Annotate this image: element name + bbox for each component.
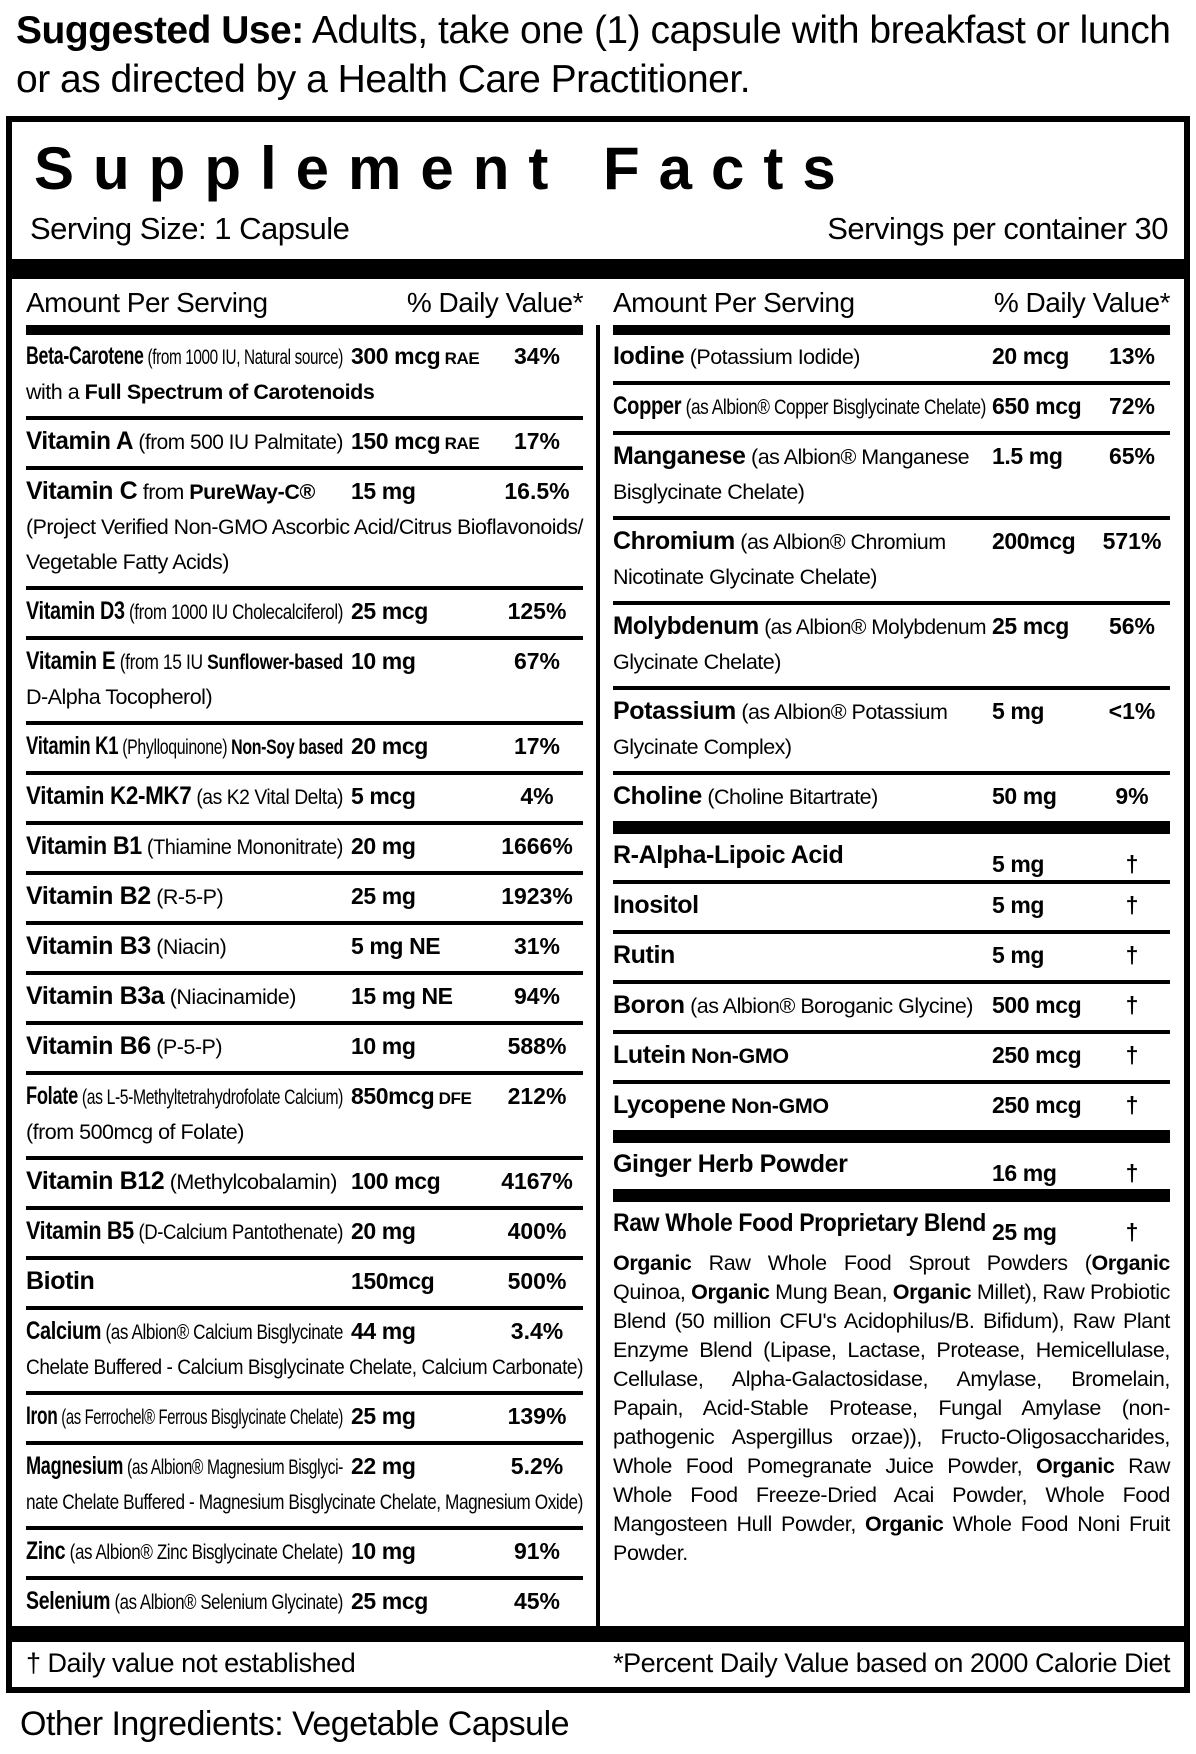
nutrient-label: Vitamin D3 (from 1000 IU Cholecalciferol): [26, 597, 343, 625]
nutrient-row: [26, 1576, 583, 1626]
nutrient-label: Inositol: [613, 891, 699, 919]
row-values: [992, 780, 1170, 812]
daily-value: 91%: [513, 1538, 561, 1564]
nutrient-label: Lutein Non-GMO: [613, 1041, 789, 1069]
amount-value: 250 mcg: [992, 1042, 1082, 1068]
header-bar: [26, 325, 583, 335]
nutrient-row: [613, 516, 1170, 601]
nutrient-label: Lycopene Non-GMO: [613, 1091, 829, 1119]
row-values: [351, 475, 583, 507]
amount-value: 150 mcg RAE: [351, 428, 480, 454]
nutrient-label: Copper (as Albion® Copper Bisglycinate Chelate): [613, 392, 986, 420]
amount-value: 25 mg: [992, 1219, 1057, 1245]
nutrient-row: [26, 1391, 583, 1441]
nutrient-label: Vitamin B6 (P-5-P): [26, 1032, 222, 1060]
daily-value: 17%: [513, 428, 561, 454]
nutrient-label: Vitamin K1 (Phylloquinone) Non-Soy based: [26, 732, 343, 760]
daily-value: 56%: [1108, 613, 1156, 639]
daily-value: †: [1125, 1092, 1139, 1118]
amount-value: 1.5 mg: [992, 443, 1063, 469]
nutrient-label: Vitamin E (from 15 IU Sunflower-based D-Alpha Tocopherol): [26, 647, 343, 709]
daily-value: 1666%: [501, 833, 573, 859]
row-values: [992, 695, 1170, 727]
nutrient-row: [26, 871, 583, 921]
amount-value: 5 mg: [992, 851, 1045, 877]
nutrient-label: Vitamin B1 (Thiamine Mononitrate): [26, 832, 343, 860]
nutrient-label: Vitamin B2 (R-5-P): [26, 882, 224, 910]
nutrient-label: Ginger Herb Powder: [613, 1150, 848, 1178]
daily-value: 125%: [507, 598, 567, 624]
nutrient-label: Selenium (as Albion® Selenium Glycinate): [26, 1587, 343, 1615]
nutrient-row: [613, 980, 1170, 1030]
footnote-percent-daily-value: *Percent Daily Value based on 2000 Calorie Diet: [613, 1648, 1170, 1678]
nutrient-row: [613, 381, 1170, 431]
nutrient-rows-right: [613, 335, 1170, 1626]
amount-value: 5 mg: [992, 892, 1045, 918]
nutrient-label: Molybdenum (as Albion® Molybdenum Glycinate Chelate): [613, 612, 986, 674]
nutrient-label: Calcium (as Albion® Calcium Bisglycinate Chelate Buffered - Calcium Bisglycinate Chelate, Calcium Carbonate): [26, 1317, 583, 1379]
nutrient-label: Folate (as L-5-Methyltetrahydrofolate Calcium) (from 500mcg of Folate): [26, 1082, 344, 1144]
amount-value: 16 mg: [992, 1160, 1057, 1186]
daily-value: 571%: [1102, 528, 1162, 554]
suggested-use: [0, 0, 1196, 114]
nutrient-row: [26, 771, 583, 821]
daily-value: 16.5%: [504, 478, 570, 504]
nutrient-row: [613, 1030, 1170, 1080]
nutrient-row: [613, 821, 1170, 880]
amount-value: 300 mcg RAE: [351, 343, 480, 369]
nutrient-row: [613, 335, 1170, 381]
amount-value: 5 mg: [992, 942, 1045, 968]
nutrient-label: Beta-Carotene (from 1000 IU, Natural source) with a Full Spectrum of Carotenoids: [26, 342, 375, 404]
daily-value: 13%: [1108, 343, 1156, 369]
row-values: [992, 390, 1170, 422]
row-values: [992, 1216, 1170, 1248]
amount-value: 15 mg: [351, 478, 416, 504]
amount-value: 10 mg: [351, 1538, 416, 1564]
nutrient-row: [26, 636, 583, 721]
footnote-row: [12, 1642, 1184, 1687]
nutrient-label: Raw Whole Food Proprietary Blend: [613, 1209, 986, 1237]
nutrient-row: [613, 686, 1170, 771]
row-values: [351, 1030, 583, 1062]
nutrient-row: [26, 721, 583, 771]
row-values: [351, 930, 583, 962]
row-values: [351, 1400, 583, 1432]
amount-value: 25 mcg: [992, 613, 1069, 639]
amount-value: 200mcg: [992, 528, 1076, 554]
daily-value: 588%: [507, 1033, 567, 1059]
supplement-facts-panel: [6, 116, 1190, 1693]
nutrient-label: Vitamin C from PureWay-C® (Project Verified Non-GMO Ascorbic Acid/Citrus Bioflavonoids/ Vegetable Fatty Acids): [26, 477, 583, 574]
daily-value: †: [1125, 942, 1139, 968]
serving-row: [12, 205, 1184, 259]
nutrient-row: [26, 586, 583, 636]
row-values: [351, 1450, 583, 1482]
servings-per-container: Servings per container 30: [827, 211, 1168, 246]
amount-value: 500 mcg: [992, 992, 1082, 1018]
proprietary-blend-description: Organic Raw Whole Food Sprout Powders (Organic Quinoa, Organic Mung Bean, Organic Millet), Raw Probiotic Blend (50 million CFU's Acidophilus/B. Bifidum), Raw Plant Enzyme Blend (Lipase, Lactase, Protease, Hemicellulase, Cellulase, Alpha-Galactosidase, Amylase, Bromelain, Papain, Acid-Stable Protease, Fungal Amylase (non-pathogenic Aspergillus orzae)), Fructo-Oligosaccharides, Whole Food Pomegranate Juice Powder, Organic Raw Whole Food Freeze-Dried Acai Powder, Whole Food Mangosteen Hull Powder, Organic Whole Food Noni Fruit Powder.: [613, 1251, 1171, 1565]
nutrient-label: Iron (as Ferrochel® Ferrous Bisglycinate Chelate): [26, 1402, 344, 1430]
nutrient-row: [26, 416, 583, 466]
amount-value: 650 mcg: [992, 393, 1082, 419]
row-values: [351, 1535, 583, 1567]
column-left-header: [26, 279, 583, 325]
nutrient-row: [613, 930, 1170, 980]
row-values: [351, 830, 583, 862]
row-values: [351, 1080, 583, 1115]
footnote-daily-value-not-established: † Daily value not established: [26, 1648, 356, 1678]
daily-value: 67%: [513, 648, 561, 674]
daily-value: 4167%: [501, 1168, 573, 1194]
row-values: [992, 340, 1170, 372]
suggested-use-label: Suggested Use:: [16, 9, 304, 52]
amount-value: 250 mcg: [992, 1092, 1082, 1118]
amount-value: 22 mg: [351, 1453, 416, 1479]
amount-value: 10 mg: [351, 1033, 416, 1059]
amount-header: Amount Per Serving: [26, 287, 268, 318]
daily-value: 94%: [513, 983, 561, 1009]
row-values: [992, 1039, 1170, 1071]
row-values: [992, 1089, 1170, 1121]
row-values: [351, 780, 583, 812]
nutrient-label: Biotin: [26, 1267, 95, 1295]
row-values: [992, 440, 1170, 472]
amount-value: 20 mg: [351, 833, 416, 859]
nutrient-row: [613, 1080, 1170, 1130]
amount-value: 150mcg: [351, 1268, 435, 1294]
row-values: [992, 1157, 1170, 1189]
row-values: [351, 340, 583, 375]
daily-value: 65%: [1108, 443, 1156, 469]
daily-value: †: [1125, 1042, 1139, 1068]
nutrient-row: [26, 1071, 583, 1156]
daily-value: †: [1125, 992, 1139, 1018]
other-ingredients: Other Ingredients: Vegetable Capsule: [20, 1705, 570, 1743]
panel-title: Supplement Facts: [34, 135, 855, 202]
nutrient-row: [613, 601, 1170, 686]
nutrient-label: Vitamin K2-MK7 (as K2 Vital Delta): [26, 782, 343, 810]
daily-value: 34%: [513, 343, 561, 369]
nutrient-label: Iodine (Potassium Iodide): [613, 342, 860, 370]
daily-value: 212%: [507, 1083, 567, 1109]
row-values: [992, 989, 1170, 1021]
row-values: [351, 645, 583, 677]
row-values: [992, 525, 1170, 557]
nutrient-label: Choline (Choline Bitartrate): [613, 782, 878, 810]
nutrient-label: Boron (as Albion® Boroganic Glycine): [613, 991, 973, 1019]
nutrient-label: Vitamin B3a (Niacinamide): [26, 982, 296, 1010]
daily-value: †: [1125, 1160, 1139, 1186]
nutrient-label: Zinc (as Albion® Zinc Bisglycinate Chelate): [26, 1537, 344, 1565]
amount-value: 20 mg: [351, 1218, 416, 1244]
daily-value: 9%: [1115, 783, 1149, 809]
nutrient-row: [26, 1526, 583, 1576]
nutrient-row: [26, 821, 583, 871]
nutrient-label: Vitamin B12 (Methylcobalamin): [26, 1167, 337, 1195]
daily-value: 139%: [507, 1403, 567, 1429]
amount-value: 25 mcg: [351, 598, 428, 624]
nutrient-row: [26, 1256, 583, 1306]
nutrient-label: Chromium (as Albion® Chromium Nicotinate Glycinate Chelate): [613, 527, 946, 589]
nutrient-row: [26, 1206, 583, 1256]
thick-divider-bar: [12, 1626, 1184, 1642]
amount-value: 20 mcg: [992, 343, 1069, 369]
nutrient-label: Rutin: [613, 941, 675, 969]
row-values: [351, 595, 583, 627]
nutrient-label: Vitamin A (from 500 IU Palmitate): [26, 427, 343, 455]
row-values: [992, 939, 1170, 971]
nutrient-row: [613, 1189, 1170, 1573]
amount-value: 5 mcg: [351, 783, 416, 809]
row-values: [351, 730, 583, 762]
row-values: [992, 848, 1170, 880]
daily-value: †: [1125, 892, 1139, 918]
daily-value: 500%: [507, 1268, 567, 1294]
nutrient-label: Potassium (as Albion® Potassium Glycinate Complex): [613, 697, 948, 759]
nutrient-row: [26, 1021, 583, 1071]
daily-value-header: % Daily Value*: [993, 287, 1170, 318]
nutrient-row: [26, 971, 583, 1021]
nutrient-row: [26, 1156, 583, 1206]
nutrient-columns: [12, 279, 1184, 1626]
daily-value-header: % Daily Value*: [406, 287, 583, 318]
amount-value: 44 mg: [351, 1318, 416, 1344]
amount-value: 5 mg: [992, 698, 1045, 724]
row-values: [351, 1585, 583, 1617]
nutrient-label: Magnesium (as Albion® Magnesium Bisglyci- nate Chelate Buffered - Magnesium Bisglycinate Chelate, Magnesium Oxide): [26, 1452, 583, 1514]
nutrient-rows-left: [26, 335, 583, 1626]
column-right-header: [613, 279, 1170, 325]
nutrient-row: [26, 1306, 583, 1391]
daily-value: 3.4%: [510, 1318, 564, 1344]
daily-value: †: [1125, 851, 1139, 877]
amount-value: 850mcg DFE: [351, 1083, 472, 1109]
amount-value: 20 mcg: [351, 733, 428, 759]
nutrient-label: Vitamin B5 (D-Calcium Pantothenate): [26, 1217, 343, 1245]
row-values: [351, 1315, 583, 1347]
daily-value: †: [1125, 1219, 1139, 1245]
daily-value: 17%: [513, 733, 561, 759]
nutrient-row: [613, 771, 1170, 821]
amount-value: 10 mg: [351, 648, 416, 674]
suggested-use-text: Adults, take one (1) capsule with breakfast or lunch or as directed by a Health Care Practitioner.: [16, 9, 1171, 101]
nutrient-row: [26, 921, 583, 971]
amount-value: 5 mg NE: [351, 933, 441, 959]
nutrient-row: [26, 335, 583, 416]
thick-divider-bar: [12, 259, 1184, 279]
daily-value: 1923%: [501, 883, 573, 909]
row-values: [992, 889, 1170, 921]
nutrient-label: Vitamin B3 (Niacin): [26, 932, 227, 960]
row-values: [351, 1215, 583, 1247]
daily-value: 45%: [513, 1588, 561, 1614]
row-values: [992, 610, 1170, 642]
daily-value: 31%: [513, 933, 561, 959]
amount-value: 50 mg: [992, 783, 1057, 809]
daily-value: 5.2%: [510, 1453, 564, 1479]
row-values: [351, 1265, 583, 1297]
row-values: [351, 425, 583, 460]
nutrient-row: [613, 880, 1170, 930]
header-bar: [613, 325, 1170, 335]
amount-value: 100 mcg: [351, 1168, 441, 1194]
daily-value: 72%: [1108, 393, 1156, 419]
amount-value: 15 mg NE: [351, 983, 453, 1009]
row-values: [351, 880, 583, 912]
daily-value: 400%: [507, 1218, 567, 1244]
amount-value: 25 mg: [351, 883, 416, 909]
nutrient-row: [26, 466, 583, 586]
nutrient-row: [613, 1130, 1170, 1189]
nutrient-label: R-Alpha-Lipoic Acid: [613, 841, 844, 869]
row-values: [351, 980, 583, 1012]
amount-value: 25 mg: [351, 1403, 416, 1429]
daily-value: <1%: [1108, 698, 1156, 724]
amount-value: 25 mcg: [351, 1588, 428, 1614]
nutrient-row: [613, 431, 1170, 516]
amount-header: Amount Per Serving: [613, 287, 855, 318]
serving-size: Serving Size: 1 Capsule: [30, 211, 350, 246]
row-values: [351, 1165, 583, 1197]
column-right: [613, 279, 1170, 1626]
column-left: [26, 279, 583, 1626]
nutrient-label: Manganese (as Albion® Manganese Bisglycinate Chelate): [613, 442, 970, 504]
daily-value: 4%: [520, 783, 554, 809]
nutrient-row: [26, 1441, 583, 1526]
